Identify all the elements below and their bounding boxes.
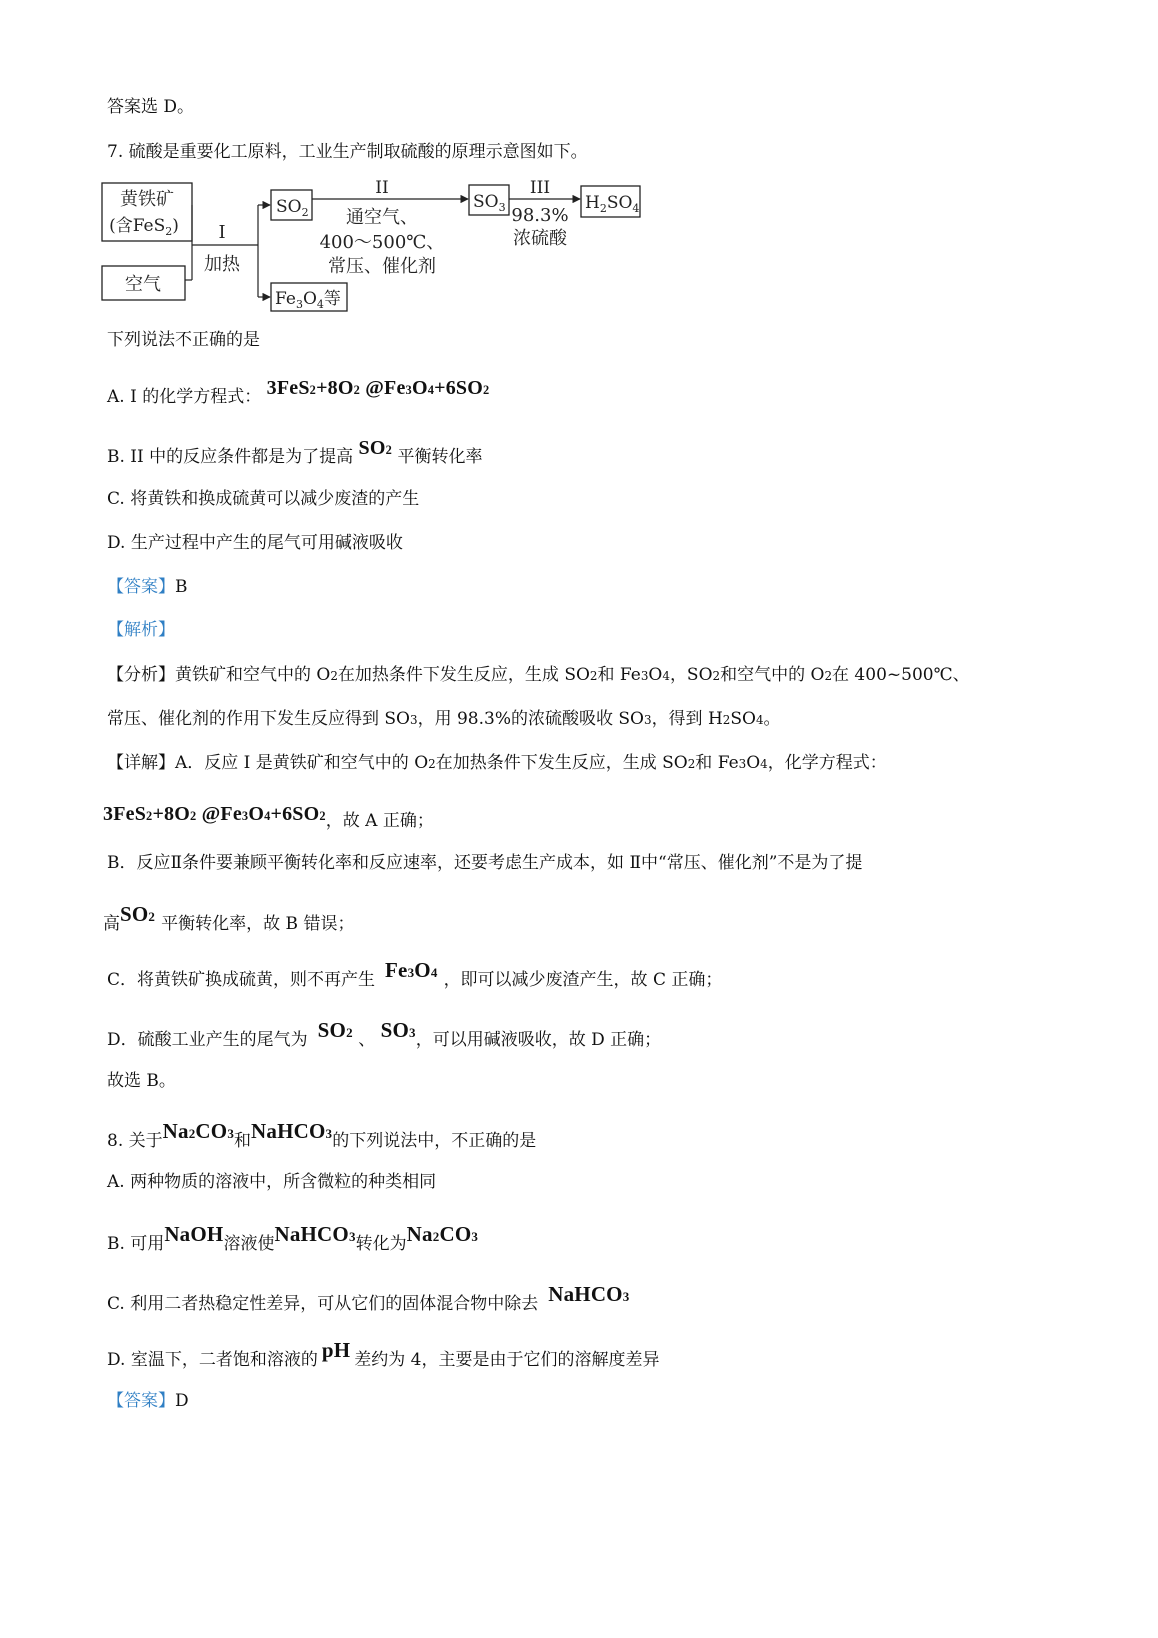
q7-equation: $3FeS_2+8O_2$ $@Fe_3O_4+6SO_2$: [266, 377, 490, 399]
q7-prompt: 下列说法不正确的是: [107, 330, 260, 350]
air-label: 空气: [125, 274, 161, 295]
detail-line-7: 故选 B。: [107, 1071, 176, 1091]
step1-label: I: [218, 222, 226, 243]
so2-formula: $SO_2$: [358, 437, 393, 459]
so2-label: $SO_2$: [276, 197, 309, 219]
fe3o4-formula: $Fe_3O_4$: [385, 958, 438, 982]
q7-option-a: A. I 的化学方程式： $3FeS_2+8O_2$ $@Fe_3O_4+6SO_2$: [107, 377, 490, 407]
nahco3-formula: NaHCO$_3$: [548, 1282, 630, 1306]
step2-condition-2: 400～500℃、: [319, 232, 445, 253]
q8-option-d: D. 室温下，二者饱和溶液的 pH 差约为 4，主要是由于它们的溶解度差异: [107, 1338, 660, 1370]
q7-answer: 【答案】B: [107, 577, 188, 597]
na2co3-formula: $Na_2CO_3$: [162, 1119, 235, 1143]
step2-condition-3: 常压、催化剂: [328, 256, 436, 277]
q8-option-a: A. 两种物质的溶液中，所含微粒的种类相同: [107, 1172, 437, 1192]
ore-label: 黄铁矿: [120, 189, 174, 210]
q8-stem: 8. 关于$Na_2CO_3$和NaHCO$_3$的下列说法中，不正确的是: [107, 1119, 537, 1151]
detail-line-6: D．硫酸工业产生的尾气为 $SO_2$ 、 $SO_3$，可以用碱液吸收，故 D 正确；: [107, 1018, 662, 1050]
h2so4-label: $H_2SO_4$: [585, 193, 640, 215]
detail-line-3: B．反应Ⅱ条件要兼顾平衡转化率和反应速率，还要考虑生产成本，如 Ⅱ中“常压、催化剂”不是为了提: [107, 853, 863, 873]
nahco3-formula: NaHCO$_3$: [251, 1119, 333, 1143]
q8-answer: 【答案】D: [107, 1391, 189, 1411]
q7-option-d: D. 生产过程中产生的尾气可用碱液吸收: [107, 533, 403, 553]
fe3o4-label: $Fe_3O_4$等: [275, 289, 341, 311]
so2-formula: $SO_2$: [317, 1018, 353, 1042]
q7-stem: 7. 硫酸是重要化工原料，工业生产制取硫酸的原理示意图如下。: [107, 142, 588, 162]
answer-tag: 【答案】: [107, 1391, 175, 1411]
step2-label: II: [375, 178, 389, 198]
nahco3-formula: NaHCO$_3$: [274, 1222, 356, 1246]
so3-label: $SO_3$: [473, 192, 506, 214]
q7-analysis-tag: 【解析】: [107, 620, 175, 640]
detail-line-1: 【详解】A．反应 I 是黄铁矿和空气中的 $O_2$在加热条件下发生反应，生成 $SO_2$和 $Fe_3O_4$，化学方程式：: [107, 753, 887, 773]
step2-condition-1: 通空气、: [346, 207, 418, 228]
step3-condition-1: 98.3%: [511, 205, 569, 226]
detail-equation: $3FeS_2+8O_2$ $@Fe_3O_4+6SO_2$: [103, 803, 326, 825]
analysis-line-2: 常压、催化剂的作用下发生反应得到 $SO_3$，用 98.3%的浓硫酸吸收 $SO_3$，得到 $H_2SO_4$。: [107, 709, 781, 729]
q8-option-b: B. 可用NaOH溶液使NaHCO$_3$转化为$Na_2CO_3$: [107, 1222, 479, 1254]
analysis-line-1: 【分析】黄铁矿和空气中的 $O_2$在加热条件下发生反应，生成 $SO_2$和 $Fe_3O_4$，$SO_2$和空气中的 $O_2$在 400~500℃、: [107, 665, 970, 685]
step3-label: III: [529, 178, 551, 198]
q7-option-c: C. 将黄铁和换成硫黄可以减少废渣的产生: [107, 489, 420, 509]
naoh-formula: NaOH: [164, 1222, 224, 1246]
na2co3-formula: $Na_2CO_3$: [406, 1222, 479, 1246]
sulfuric-acid-process-diagram: [100, 175, 660, 315]
answer-tag: 【答案】: [107, 577, 175, 597]
detail-line-5: C．将黄铁矿换成硫黄，则不再产生 $Fe_3O_4$ ，即可以减少废渣产生，故 C 正确；: [107, 958, 723, 990]
previous-answer: 答案选 D。: [107, 97, 195, 117]
step1-condition: 加热: [204, 254, 240, 275]
q7-option-b: B. II 中的反应条件都是为了提高 $SO_2$ 平衡转化率: [107, 437, 483, 467]
step3-condition-2: 浓硫酸: [513, 228, 567, 249]
ore-formula: (含FeS$_2$): [109, 216, 179, 238]
detail-line-2: $3FeS_2+8O_2$ $@Fe_3O_4+6SO_2$，故 A 正确；: [103, 803, 434, 831]
so3-formula: $SO_3$: [380, 1018, 416, 1042]
ph-symbol: pH: [321, 1338, 351, 1362]
so2-formula: $SO_2$: [120, 902, 156, 926]
detail-line-4: 高$SO_2$ 平衡转化率，故 B 错误；: [103, 902, 355, 934]
q8-option-c: C. 利用二者热稳定性差异，可从它们的固体混合物中除去 NaHCO$_3$: [107, 1282, 630, 1314]
